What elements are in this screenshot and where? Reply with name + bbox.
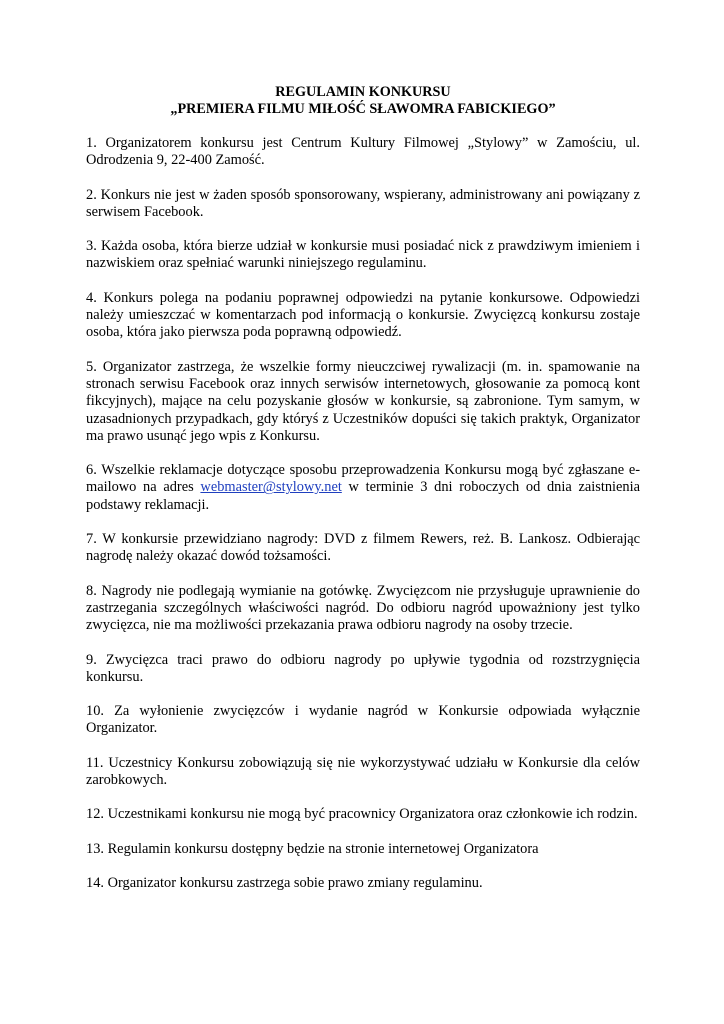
paragraph-6-text-before: 6. Wszelkie reklamacje dotyczące sposobu przeprowadzenia Konkursu mogą być zgłaszane e-mailowo na adres bbox=[86, 462, 640, 496]
paragraph-6 bbox=[86, 462, 640, 514]
paragraph-9: 9. Zwycięzca traci prawo do odbioru nagrody po upływie tygodnia od rozstrzygnięcia konkursu. bbox=[86, 651, 640, 685]
paragraph-4: 4. Konkurs polega na podaniu poprawnej odpowiedzi na pytanie konkursowe. Odpowiedzi należy umieszczać w komentarzach pod informacją o konkursie. Zwycięzcą konkursu zostaje osoba, która jako pierwsza poda poprawną odpowiedź. bbox=[86, 289, 640, 341]
paragraph-13: 13. Regulamin konkursu dostępny będzie na stronie internetowej Organizatora bbox=[86, 840, 539, 857]
paragraph-8: 8. Nagrody nie podlegają wymianie na gotówkę. Zwycięzcom nie przysługuje uprawnienie do zastrzegania szczególnych właściwości nagród. Do odbioru nagród upoważniony jest tylko zwycięzca, nie ma możliwości przekazania prawa odbioru nagrody na osoby trzecie. bbox=[86, 582, 640, 634]
paragraph-1: 1. Organizatorem konkursu jest Centrum Kultury Filmowej „Stylowy” w Zamościu, ul. Odrodzenia 9, 22-400 Zamość. bbox=[86, 135, 640, 169]
paragraph-11: 11. Uczestnicy Konkursu zobowiązują się nie wykorzystywać udziału w Konkursie dla celów zarobkowych. bbox=[86, 754, 640, 789]
document-page bbox=[86, 84, 640, 892]
paragraph-2: 2. Konkurs nie jest w żaden sposób sponsorowany, wspierany, administrowany ani powiązany z serwisem Facebook. bbox=[86, 186, 640, 220]
document-title bbox=[86, 84, 640, 118]
paragraph-3: 3. Każda osoba, która bierze udział w konkursie musi posiadać nick z prawdziwym imieniem i nazwiskiem oraz spełniać warunki niniejszego regulaminu. bbox=[86, 238, 640, 272]
paragraph-7: 7. W konkursie przewidziano nagrody: DVD z filmem Rewers, reż. B. Lankosz. Odbierając nagrodę należy okazać dowód tożsamości. bbox=[86, 531, 640, 565]
title-line-2: „PREMIERA FILMU MIŁOŚĆ SŁAWOMRA FABICKIEGO” bbox=[170, 101, 556, 117]
paragraph-5: 5. Organizator zastrzega, że wszelkie formy nieuczciwej rywalizacji (m. in. spamowanie na stronach serwisu Facebook oraz innych serwisów internetowych, głosowanie za pomocą kont fikcyjnych), mające na celu pozyskanie głosów w konkursie, są zabronione. Tym samym, w uzasadnionych przypadkach, gdy któryś z Uczestników dopuści się takich praktyk, Organizator ma prawo usunąć jego wpis z Konkursu. bbox=[86, 358, 640, 444]
email-link[interactable]: webmaster@stylowy.net bbox=[200, 479, 342, 496]
paragraph-14: 14. Organizator konkursu zastrzega sobie prawo zmiany regulaminu. bbox=[86, 874, 483, 891]
title-line-1: REGULAMIN KONKURSU bbox=[275, 84, 451, 100]
paragraph-6-text-after: w terminie 3 dni roboczych od dnia zaistnienia podstawy reklamacji. bbox=[86, 479, 640, 513]
paragraph-12: 12. Uczestnikami konkursu nie mogą być pracownicy Organizatora oraz członkowie ich rodzin. bbox=[86, 806, 638, 823]
paragraph-10: 10. Za wyłonienie zwycięzców i wydanie nagród w Konkursie odpowiada wyłącznie Organizator. bbox=[86, 703, 640, 737]
